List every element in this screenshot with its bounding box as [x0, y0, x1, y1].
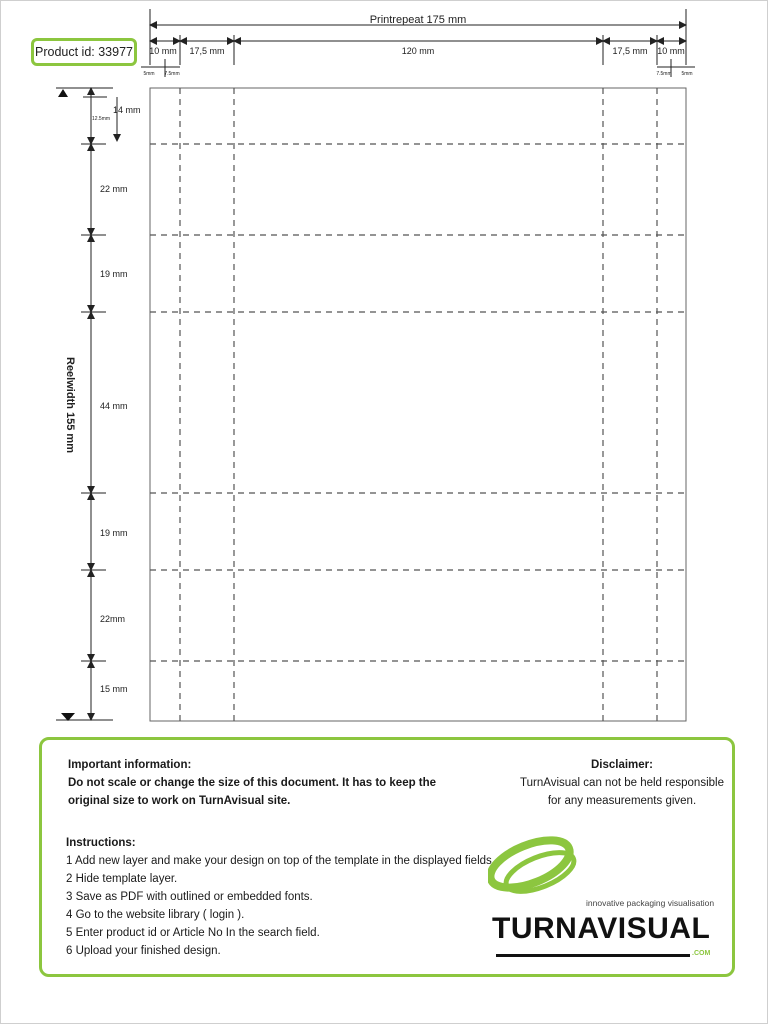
template-diagram: [1, 1, 768, 731]
logo-wordmark: TURNAVISUAL: [492, 912, 711, 945]
vertical-guides: [180, 88, 657, 721]
row-dim-5: 19 mm: [100, 528, 128, 538]
important-info: [68, 756, 437, 810]
logo-underline: [496, 954, 690, 957]
dim-right-margin: 10 mm: [657, 46, 685, 56]
row-dim-2: 22 mm: [100, 184, 128, 194]
disclaimer: [512, 756, 732, 810]
dim-center: 120 mm: [401, 46, 435, 56]
print-area-frame: [150, 88, 686, 721]
row-dim-6: 22mm: [100, 614, 126, 624]
dim-left-margin: 10 mm: [149, 46, 177, 56]
important-line-2: original size to work on TurnAvisual site.: [68, 795, 291, 807]
dim-sub-right-b: 5mm: [681, 71, 693, 77]
dim-sub-left-a: 5mm: [143, 71, 155, 77]
dim-sub-left-b: 7.5mm: [164, 71, 180, 77]
info-panel: [39, 737, 735, 977]
row-dim-7: 15 mm: [100, 684, 128, 694]
instruction-step: 6 Upload your finished design.: [66, 945, 221, 957]
disclaimer-heading: Disclaimer:: [590, 759, 653, 771]
small-offset-label: 12.5mm: [91, 116, 111, 122]
product-id-badge: Product id: 33977: [31, 38, 137, 66]
row-dim-1: 14 mm: [113, 105, 141, 115]
disclaimer-line-2: for any measurements given.: [547, 795, 697, 807]
logo-suffix: .COM: [692, 950, 711, 957]
instruction-step: 2 Hide template layer.: [66, 873, 178, 885]
print-repeat-label: Printrepeat 175 mm: [369, 14, 467, 26]
instruction-step: 1 Add new layer and make your design on top of the template in the displayed fields.: [66, 855, 495, 867]
instruction-step: 5 Enter product id or Article No In the search field.: [66, 927, 320, 939]
horizontal-guides: [150, 144, 686, 661]
important-line-1: Do not scale or change the size of this document. It has to keep the: [68, 777, 437, 789]
dim-sub-right-a: 7.5mm: [656, 71, 672, 77]
reel-width-label: Reelwidth 155 mm: [64, 357, 76, 453]
disclaimer-line-1: TurnAvisual can not be held responsible: [520, 777, 724, 789]
row-dim-3: 19 mm: [100, 269, 128, 279]
important-heading: Important information:: [68, 759, 192, 771]
dim-left-gap: 17,5 mm: [189, 46, 225, 56]
reel-top-arrow: [58, 89, 68, 97]
instructions: [66, 834, 495, 960]
row-dim-4: 44 mm: [100, 401, 128, 411]
dim-right-gap: 17,5 mm: [612, 46, 648, 56]
logo-tagline: innovative packaging visualisation: [586, 898, 715, 908]
instructions-heading: Instructions:: [66, 837, 136, 849]
column-dimensions: [141, 35, 695, 77]
instruction-step: 3 Save as PDF with outlined or embedded fonts.: [66, 891, 313, 903]
instruction-step: 4 Go to the website library ( login ).: [66, 909, 245, 921]
